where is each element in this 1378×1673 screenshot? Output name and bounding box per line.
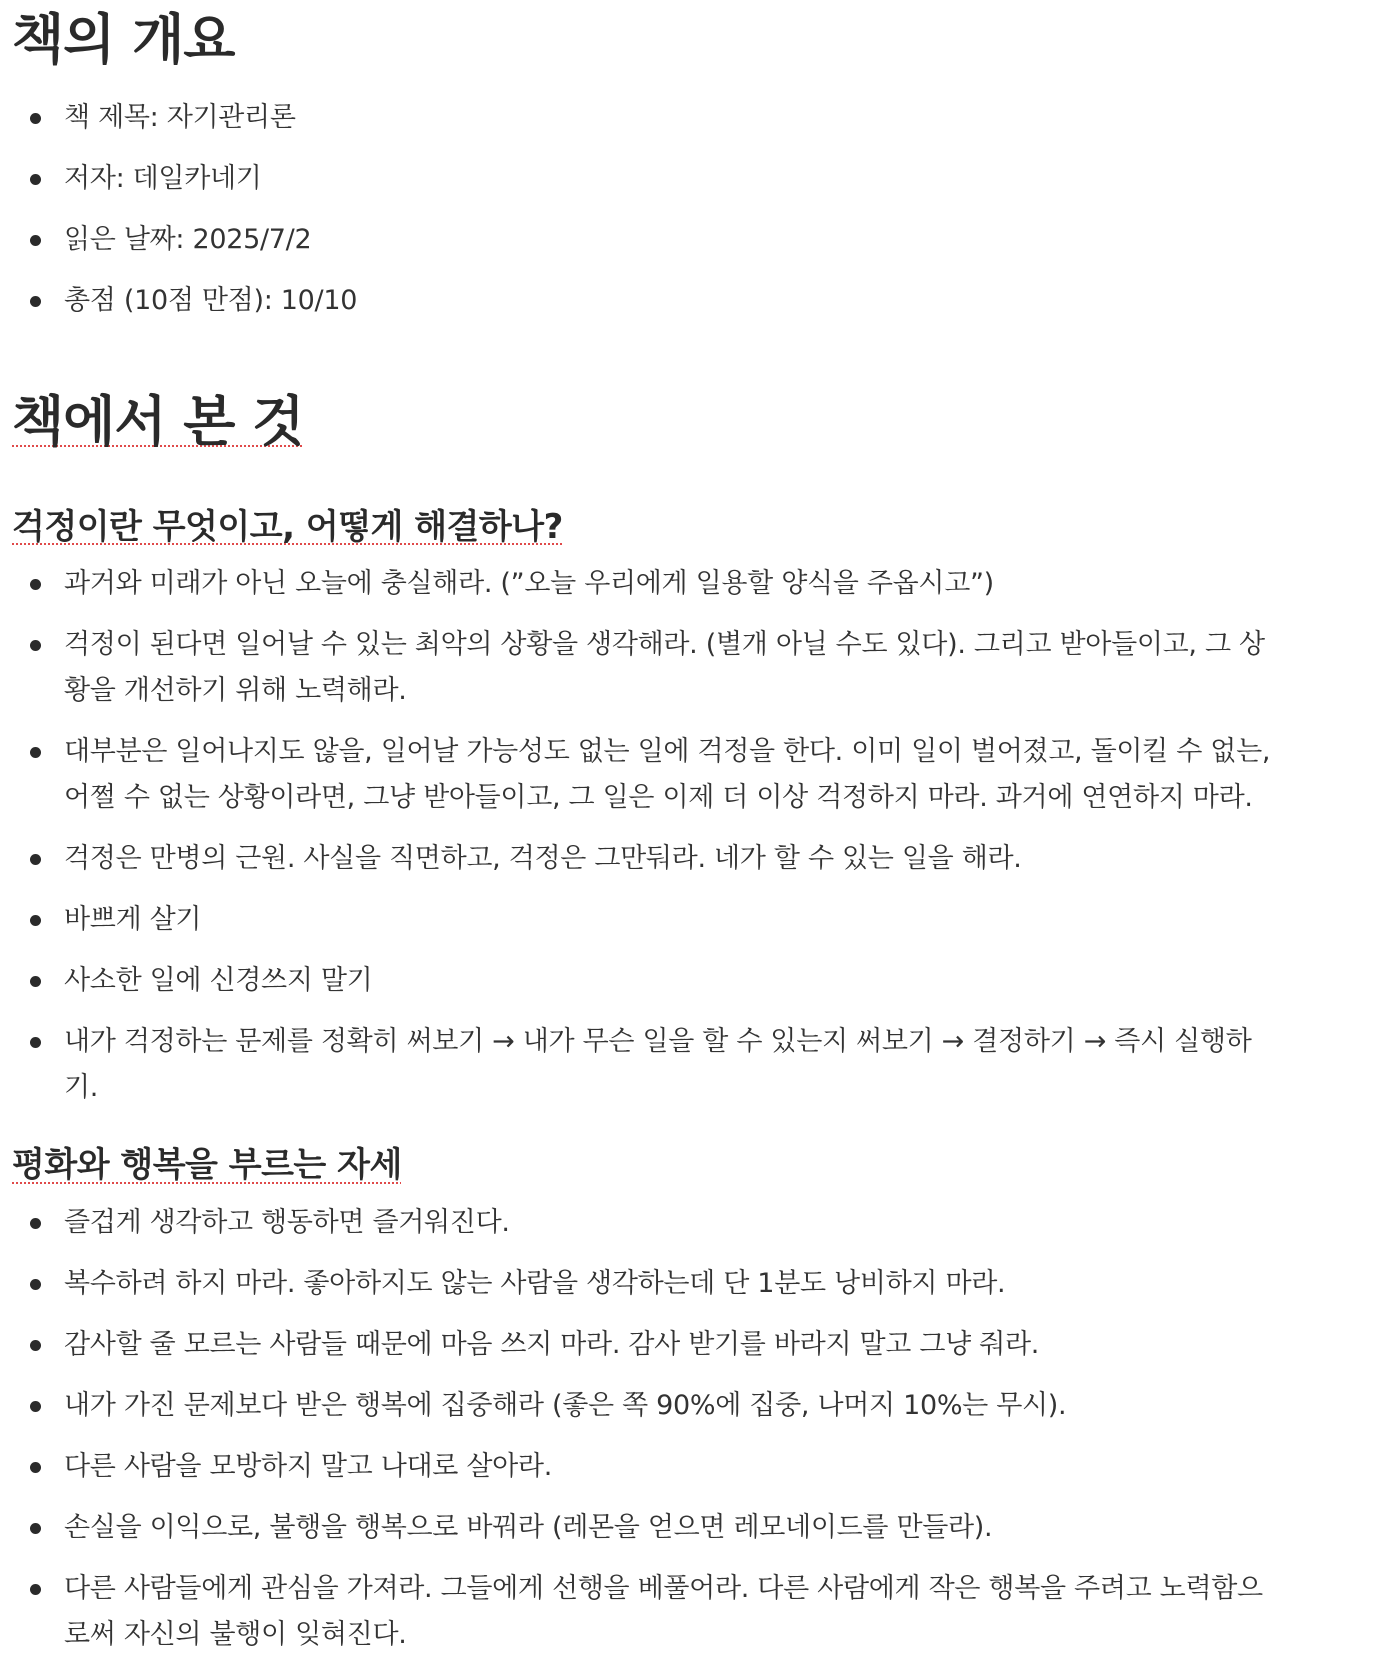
list-item: 복수하려 하지 마라. 좋아하지도 않는 사람을 생각하는데 단 1분도 낭비하지 마라. (12, 1261, 1282, 1307)
worry-list (12, 561, 1378, 1111)
list-item: 저자: 데일카네기 (12, 156, 1282, 202)
list-item: 감사할 줄 모르는 사람들 때문에 마음 쓰지 마라. 감사 받기를 바라지 말고 그냥 줘라. (12, 1322, 1282, 1368)
list-item: 사소한 일에 신경쓰지 말기 (12, 958, 1282, 1004)
list-item: 걱정이 된다면 일어날 수 있는 최악의 상황을 생각해라. (별개 아닐 수도 있다). 그리고 받아들이고, 그 상황을 개선하기 위해 노력해라. (12, 622, 1282, 714)
section-title-text: 평화와 행복을 부르는 자세 (12, 1145, 402, 1186)
list-item: 다른 사람들에게 관심을 가져라. 그들에게 선행을 베풀어라. 다른 사람에게 작은 행복을 주려고 노력함으로써 자신의 불행이 잊혀진다. (12, 1566, 1282, 1658)
overview-heading: 책의 개요 (12, 8, 235, 71)
list-item: 다른 사람을 모방하지 말고 나대로 살아라. (12, 1444, 1282, 1490)
list-item: 대부분은 일어나지도 않을, 일어날 가능성도 없는 일에 걱정을 한다. 이미 일이 벌어졌고, 돌이킬 수 없는, 어쩔 수 없는 상황이라면, 그냥 받아들이고, 그 일은 이제 더 이상 걱정하지 마라. 과거에 연연하지 마라. (12, 729, 1282, 821)
list-item: 바쁘게 살기 (12, 897, 1282, 943)
list-item: 손실을 이익으로, 불행을 행복으로 바꿔라 (레몬을 얻으면 레모네이드를 만들라). (12, 1505, 1282, 1551)
list-item: 과거와 미래가 아닌 오늘에 충실해라. (”오늘 우리에게 일용할 양식을 주옵시고”) (12, 561, 1282, 607)
section-title-worry (12, 507, 1378, 548)
section-title-text: 걱정이란 무엇이고, 어떻게 해결하나? (12, 506, 563, 547)
list-item: 내가 가진 문제보다 받은 행복에 집중해라 (좋은 쪽 90%에 집중, 나머지 10%는 무시). (12, 1383, 1282, 1429)
list-item: 책 제목: 자기관리론 (12, 95, 1282, 141)
overview-list (12, 95, 1378, 324)
peace-list (12, 1200, 1378, 1658)
list-item: 읽은 날짜: 2025/7/2 (12, 217, 1282, 263)
seen-heading (12, 390, 1378, 455)
section-title-peace (12, 1145, 1378, 1186)
list-item: 총점 (10점 만점): 10/10 (12, 278, 1282, 324)
list-item: 내가 걱정하는 문제를 정확히 써보기 → 내가 무슨 일을 할 수 있는지 써보기 → 결정하기 → 즉시 실행하기. (12, 1019, 1282, 1111)
list-item: 즐겁게 생각하고 행동하면 즐거워진다. (12, 1200, 1282, 1246)
seen-heading-text: 책에서 본 것 (12, 389, 304, 453)
list-item: 걱정은 만병의 근원. 사실을 직면하고, 걱정은 그만둬라. 네가 할 수 있는 일을 해라. (12, 836, 1282, 882)
